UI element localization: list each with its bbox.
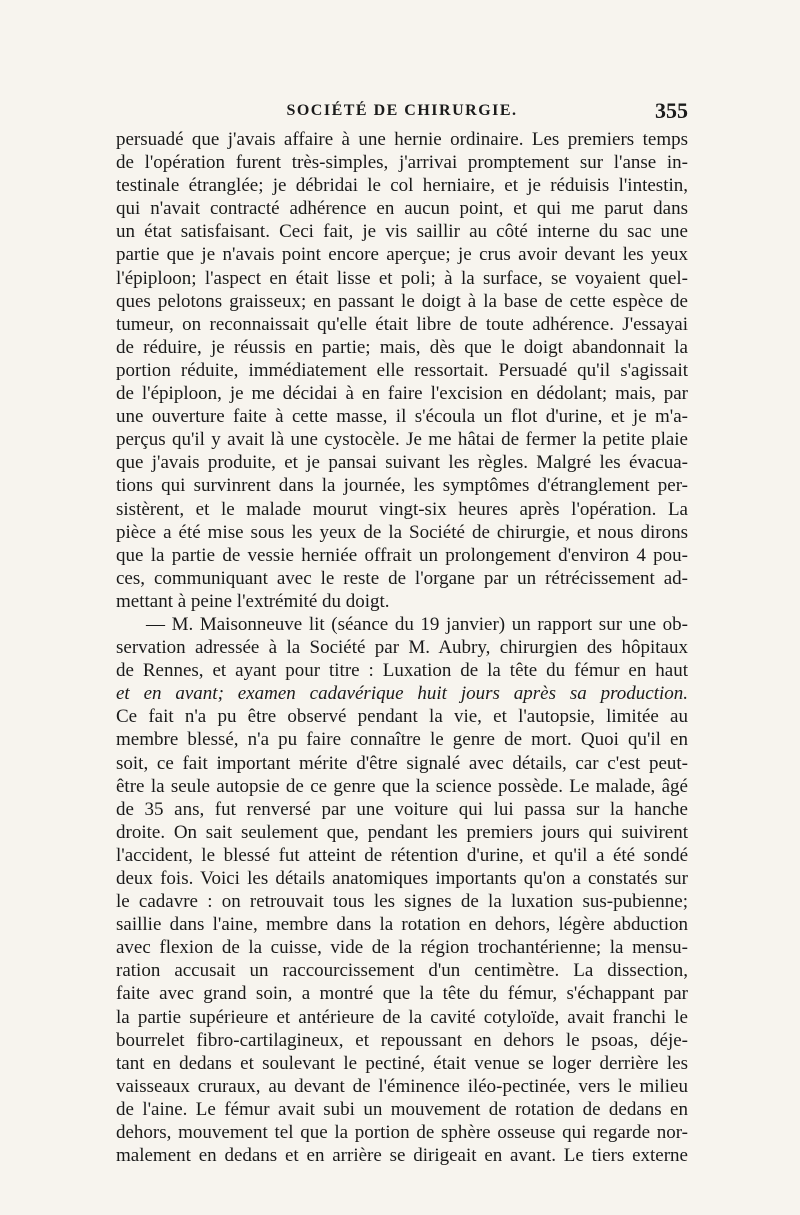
text-line: membre blessé, n'a pu faire connaître le genre de mort. Quoi qu'il en xyxy=(116,729,688,751)
text-line: l'épiploon; l'aspect en était lisse et poli; à la surface, se voyaient quel- xyxy=(116,267,688,289)
text-line: bourrelet fibro-cartilagineux, et repoussant en dehors le psoas, déje- xyxy=(116,1029,688,1051)
text-line: de l'opération furent très-simples, j'arrivai promptement sur l'anse in- xyxy=(116,152,688,174)
text-line: un état satisfaisant. Ceci fait, je vis saillir au côté interne du sac une xyxy=(116,221,688,243)
text-line: et en avant; examen cadavérique huit jours après sa production. xyxy=(116,683,688,705)
text-line: avec flexion de la cuisse, vide de la région trochantérienne; la mensu- xyxy=(116,937,688,959)
text-line: persuadé que j'avais affaire à une hernie ordinaire. Les premiers temps xyxy=(116,129,688,150)
page-number: 355 xyxy=(655,98,688,123)
text-line: Ce fait n'a pu être observé pendant la vie, et l'autopsie, limitée au xyxy=(116,706,688,728)
text-line: faite avec grand soin, a montré que la tête du fémur, s'échappant par xyxy=(116,983,688,1005)
text-line: sistèrent, et le malade mourut vingt-six heures après l'opération. La xyxy=(116,498,688,520)
text-line: l'accident, le blessé fut atteint de rétention d'urine, et qu'il a été sondé xyxy=(116,844,688,866)
text-line: portion réduite, immédiatement elle ressortait. Persuadé qu'il s'agissait xyxy=(116,359,688,381)
text-line: de réduire, je réussis en partie; mais, dès que le doigt abandonnait la xyxy=(116,336,688,358)
text-line: saillie dans l'aine, membre dans la rotation en dehors, légère abduction xyxy=(116,914,688,936)
text-line: ces, communiquant avec le reste de l'organe par un rétrécissement ad- xyxy=(116,567,688,589)
text-line: le cadavre : on retrouvait tous les signes de la luxation sus-pubienne; xyxy=(116,891,688,913)
text-line: ration accusait un raccourcissement d'un centimètre. La dissection, xyxy=(116,960,688,982)
text-line: que la partie de vessie herniée offrait un prolongement d'environ 4 pou- xyxy=(116,544,688,566)
text-line: qui n'avait contracté adhérence en aucun point, et qui me parut dans xyxy=(116,198,688,220)
text-line: tant en dedans et soulevant le pectiné, était venue se loger derrière les xyxy=(116,1052,688,1074)
text-line: de 35 ans, fut renversé par une voiture qui lui passa sur la hanche xyxy=(116,798,688,820)
text-line: pièce a été mise sous les yeux de la Société de chirurgie, et nous dirons xyxy=(116,521,688,543)
text-line: vaisseaux cruraux, au devant de l'éminence iléo-pectinée, vers le milieu xyxy=(116,1075,688,1097)
body-text xyxy=(116,128,688,1167)
text-line: soit, ce fait important mérite d'être signalé avec détails, car c'est peut- xyxy=(116,752,688,774)
text-line: être la seule autopsie de ce genre que la science possède. Le malade, âgé xyxy=(116,775,688,797)
text-line: perçus qu'il y avait là une cystocèle. Je me hâtai de fermer la petite plaie xyxy=(116,429,688,451)
text-line: la partie supérieure et antérieure de la cavité cotyloïde, avait franchi le xyxy=(116,1006,688,1028)
text-line: de Rennes, et ayant pour titre : Luxation de la tête du fémur en haut xyxy=(116,660,688,682)
text-line: mettant à peine l'extrémité du doigt. xyxy=(116,590,390,612)
text-line: partie que je n'avais point encore aperçue; je crus avoir devant les yeux xyxy=(116,244,688,266)
text-line: deux fois. Voici les détails anatomiques importants qu'on a constatés sur xyxy=(116,868,688,889)
text-line: une ouverture faite à cette masse, il s'écoula un flot d'urine, et je m'a- xyxy=(116,406,688,428)
text-line: droite. On sait seulement que, pendant les premiers jours qui suivirent xyxy=(116,821,688,843)
text-line: testinale étranglée; je débridai le col herniaire, et je réduisis l'intestin, xyxy=(116,175,688,197)
text-line: dehors, mouvement tel que la portion de sphère osseuse qui regarde nor- xyxy=(116,1122,688,1144)
page-header xyxy=(116,98,688,128)
text-line: ques pelotons graisseux; en passant le doigt à la base de cette espèce de xyxy=(116,290,688,312)
text-line: malement en dedans et en arrière se dirigeait en avant. Le tiers externe xyxy=(116,1145,688,1167)
text-line: que j'avais produite, et je pansai suivant les règles. Malgré les évacua- xyxy=(116,452,688,474)
text-line: servation adressée à la Société par M. Aubry, chirurgien des hôpitaux xyxy=(116,637,688,659)
running-title: SOCIÉTÉ DE CHIRURGIE. xyxy=(286,102,518,119)
text-line: de l'épiploon, je me décidai à en faire l'excision en dédolant; mais, par xyxy=(116,383,688,405)
text-line: de l'aine. Le fémur avait subi un mouvement de rotation de dedans en xyxy=(116,1098,688,1120)
text-line: tumeur, on reconnaissait qu'elle était libre de toute adhérence. J'essayai xyxy=(116,313,688,335)
text-line: — M. Maisonneuve lit (séance du 19 janvier) un rapport sur une ob- xyxy=(146,613,688,635)
text-line: tions qui survinrent dans la journée, les symptômes d'étranglement per- xyxy=(116,475,688,497)
